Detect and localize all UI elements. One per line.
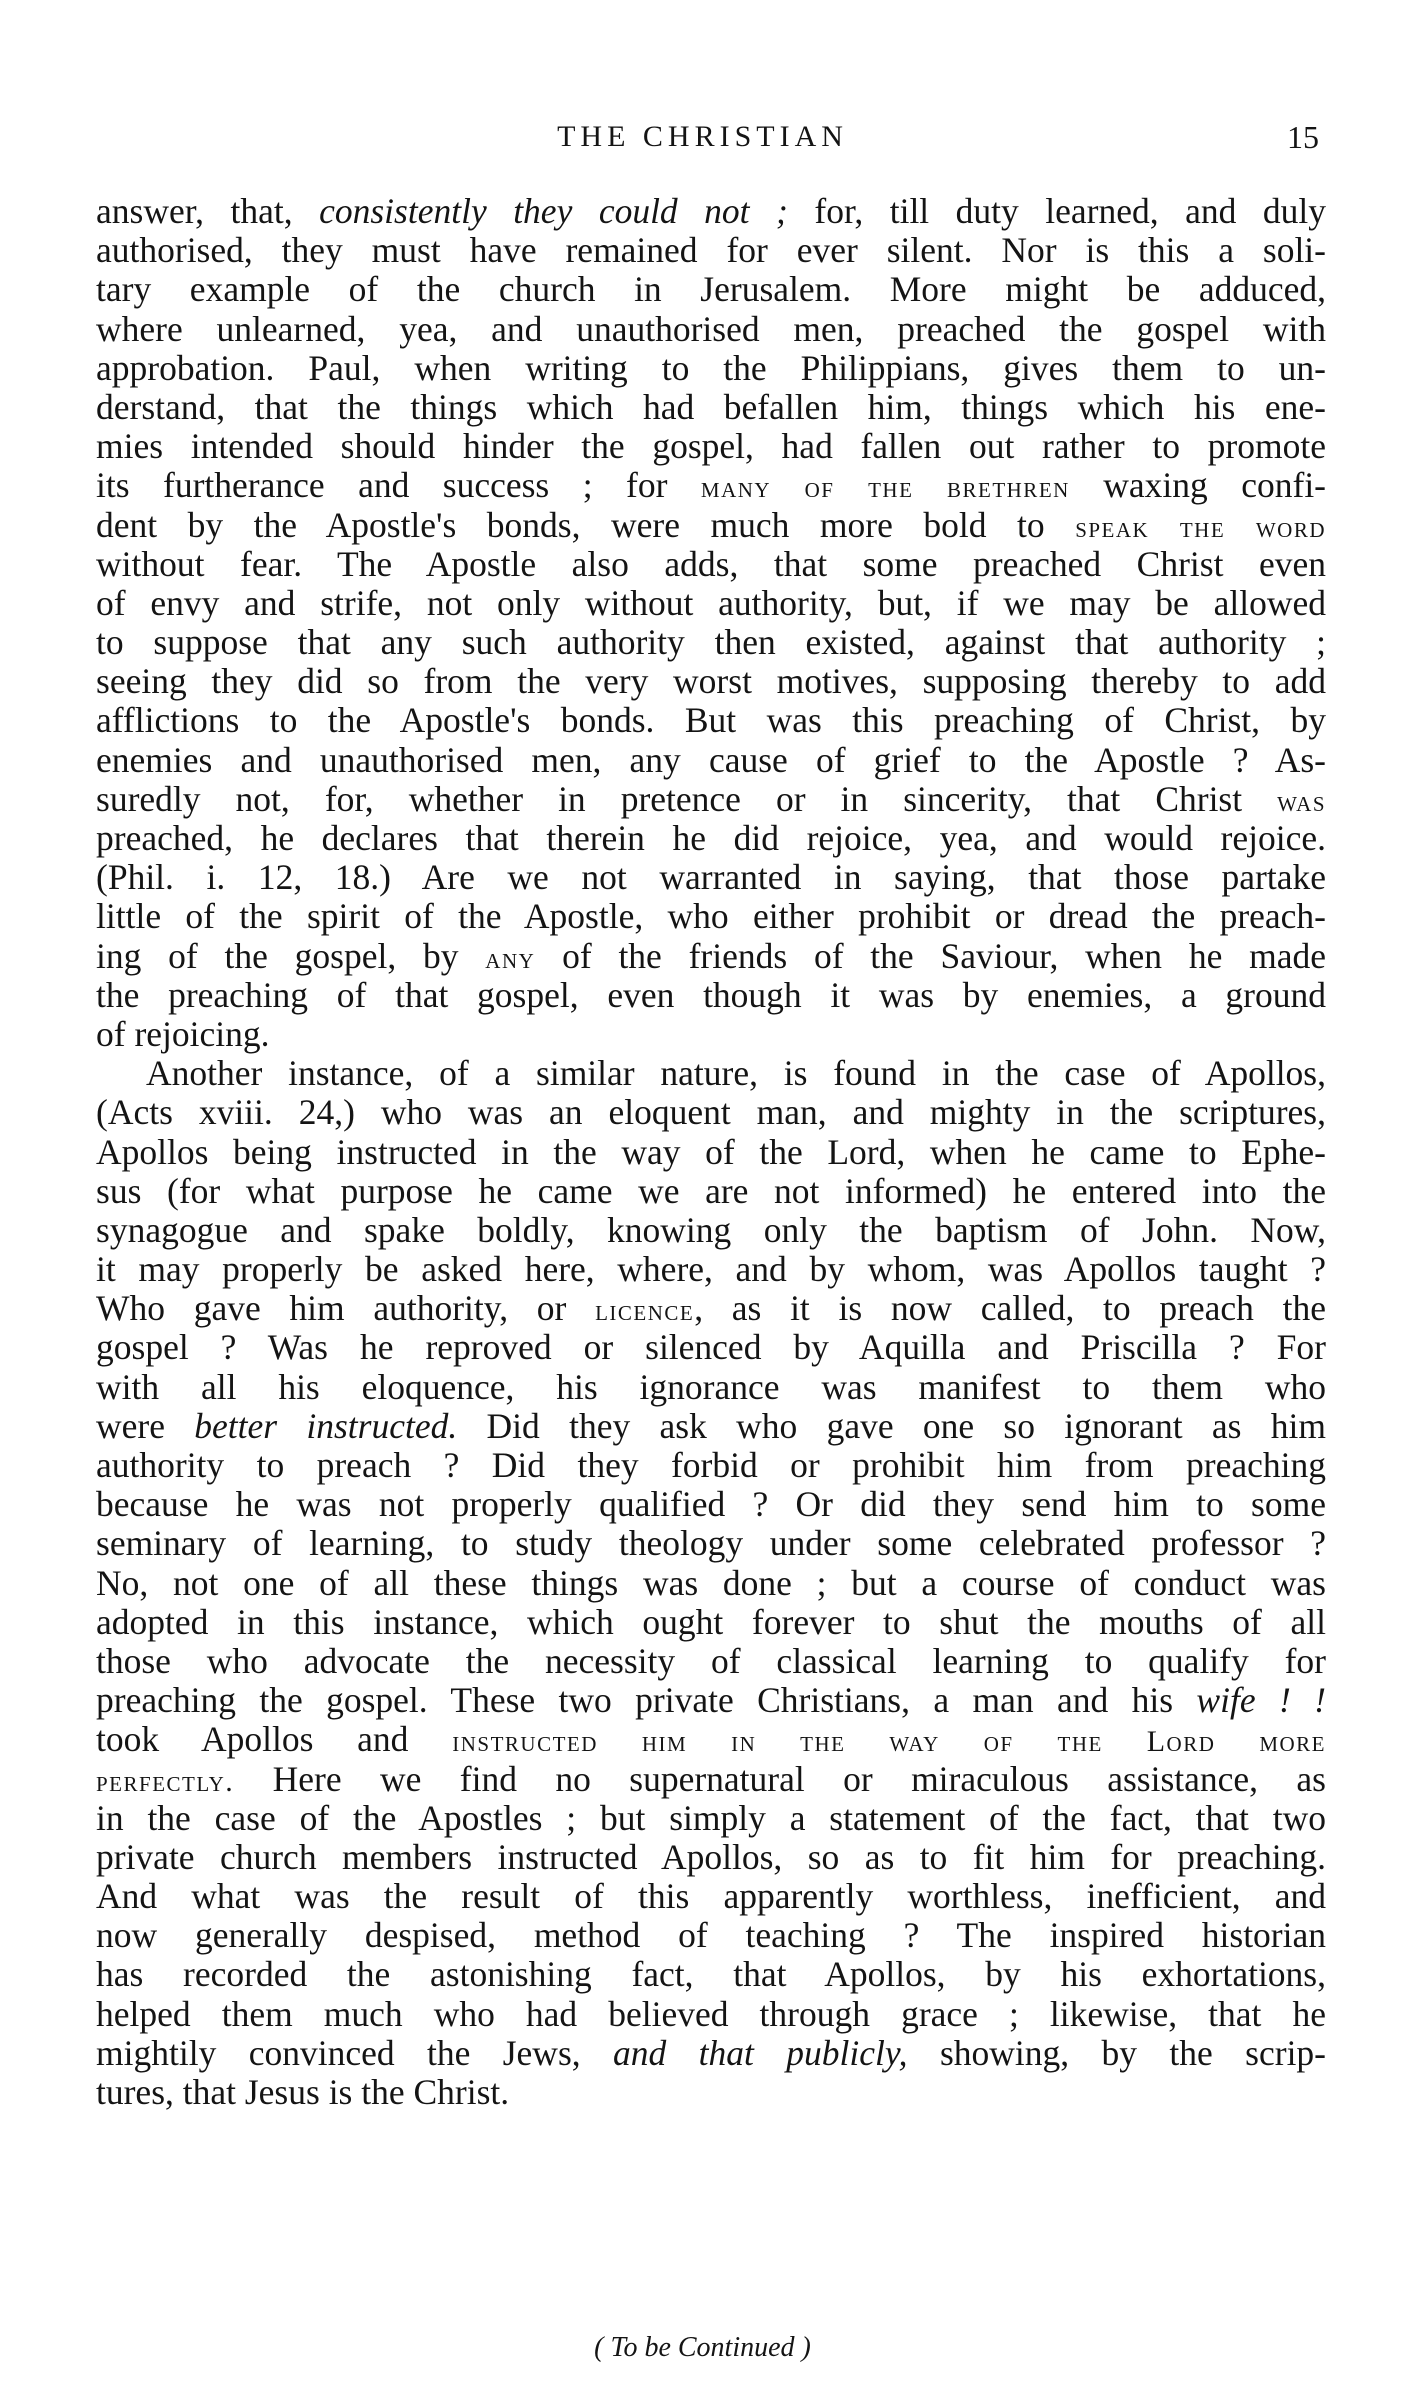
text-segment: mightily convinced the Jews,: [96, 2032, 614, 2073]
text-segment: of rejoicing.: [96, 1013, 270, 1054]
text-segment: showing, by the scrip-: [907, 2032, 1327, 2073]
text-line: [96, 1760, 1326, 1799]
text-segment: suredly not, for, whether in pretence or in sincerity, that Christ: [96, 778, 1278, 819]
text-segment: helped them much who had believed through grace ; likewise, that he: [96, 1993, 1326, 2034]
text-segment: seeing they did so from the very worst motives, supposing thereby to add: [96, 661, 1326, 702]
text-line: [96, 1564, 1326, 1603]
text-segment: afflictions to the Apostle's bonds. But was this preaching of Christ, by: [96, 700, 1326, 741]
italic-text: and that publicly,: [613, 2032, 908, 2073]
running-head: [0, 112, 1405, 162]
text-segment: of envy and strife, not only without authority, but, if we may be allowed: [96, 582, 1326, 623]
text-line: [96, 1133, 1326, 1172]
text-line: [96, 1211, 1326, 1250]
text-line: [96, 310, 1326, 349]
italic-text: better instructed.: [194, 1405, 458, 1446]
text-segment: those who advocate the necessity of classical learning to qualify for: [96, 1640, 1326, 1681]
text-line: [96, 466, 1326, 505]
text-segment: Did they ask who gave one so ignorant as him: [457, 1405, 1326, 1446]
text-segment: it may properly be asked here, where, and by whom, was Apollos taught ?: [96, 1249, 1326, 1290]
text-line: [96, 1799, 1326, 1838]
text-line: [96, 1172, 1326, 1211]
text-segment: answer, that,: [96, 191, 320, 231]
running-title: THE CHRISTIAN: [557, 120, 848, 153]
text-segment: private church members instructed Apollos, so as to fit him for preaching.: [96, 1836, 1326, 1877]
text-line: [96, 1407, 1326, 1446]
text-line: [96, 192, 1326, 231]
small-caps-text: instructed him in the way of the Lord more: [452, 1725, 1326, 1759]
text-segment: now generally despised, method of teaching ? The inspired historian: [96, 1915, 1326, 1956]
text-segment: for, till duty learned, and duly: [787, 191, 1326, 231]
text-line: [96, 427, 1326, 466]
text-segment: ing of the gospel, by: [96, 935, 486, 976]
text-segment: took Apollos and: [96, 1719, 453, 1760]
text-line: [96, 1368, 1326, 1407]
text-segment: preaching the gospel. These two private Christians, a man and his: [96, 1680, 1197, 1721]
text-segment: , as it is now called, to preach the: [694, 1288, 1326, 1329]
text-segment: (Phil. i. 12, 18.) Are we not warranted in saying, that those partake: [96, 857, 1326, 898]
text-segment: seminary of learning, to study theology under some celebrated professor ?: [96, 1523, 1326, 1564]
text-segment: mies intended should hinder the gospel, had fallen out rather to promote: [96, 426, 1326, 467]
text-line: [96, 1838, 1326, 1877]
text-line: [96, 741, 1326, 780]
text-segment: authorised, they must have remained for ever silent. Nor is this a soli-: [96, 230, 1326, 271]
text-segment: adopted in this instance, which ought forever to shut the mouths of all: [96, 1601, 1326, 1642]
text-line: [96, 270, 1326, 309]
text-segment: of the friends of the Saviour, when he made: [535, 935, 1326, 976]
text-line: [96, 1250, 1326, 1289]
text-segment: Another instance, of a similar nature, is found in the case of Apollos,: [146, 1053, 1326, 1094]
text-line: [96, 545, 1326, 584]
text-line: [96, 1446, 1326, 1485]
text-line: [96, 937, 1326, 976]
italic-text: consistently they could not ;: [319, 191, 788, 231]
text-line: [96, 858, 1326, 897]
text-segment: without fear. The Apostle also adds, that some preached Christ even: [96, 543, 1326, 584]
text-line: [96, 1015, 1326, 1054]
small-caps-text: licence: [595, 1294, 695, 1328]
text-segment: Apollos being instructed in the way of the Lord, when he came to Ephe-: [96, 1131, 1326, 1172]
to-be-continued-note: ( To be Continued ): [594, 2332, 811, 2363]
text-line: [96, 1093, 1326, 1132]
text-line: [96, 623, 1326, 662]
small-caps-text: many of the brethren: [700, 471, 1070, 505]
text-line: [96, 1485, 1326, 1524]
text-line: [96, 1916, 1326, 1955]
text-segment: dent by the Apostle's bonds, were much more bold to: [96, 504, 1076, 545]
text-segment: authority to preach ? Did they forbid or prohibit him from preaching: [96, 1445, 1326, 1485]
text-segment: derstand, that the things which had befallen him, things which his ene-: [96, 386, 1326, 427]
text-segment: synagogue and spake boldly, knowing only the baptism of John. Now,: [96, 1209, 1326, 1250]
text-segment: were: [96, 1405, 195, 1446]
text-segment: because he was not properly qualified ? Or did they send him to some: [96, 1484, 1326, 1525]
text-segment: preached, he declares that therein he did rejoice, yea, and would rejoice.: [96, 818, 1326, 858]
text-line: [96, 1720, 1326, 1759]
text-line: [96, 897, 1326, 936]
text-segment: little of the spirit of the Apostle, who either prohibit or dread the preach-: [96, 896, 1326, 937]
text-segment: in the case of the Apostles ; but simply a statement of the fact, that two: [96, 1797, 1326, 1838]
text-line: [96, 701, 1326, 740]
text-line: [96, 662, 1326, 701]
text-line: [96, 388, 1326, 427]
text-segment: approbation. Paul, when writing to the Philippians, gives them to un-: [96, 347, 1326, 388]
text-segment: gospel ? Was he reproved or silenced by Aquilla and Priscilla ? For: [96, 1327, 1326, 1368]
text-line: [96, 1995, 1326, 2034]
text-line: [96, 1955, 1326, 1994]
text-line: [96, 1642, 1326, 1681]
text-line: [96, 1877, 1326, 1916]
small-caps-text: was: [1277, 784, 1326, 818]
text-segment: with all his eloquence, his ignorance was manifest to them who: [96, 1366, 1326, 1407]
body-text: [96, 192, 1326, 2112]
text-segment: waxing confi-: [1069, 465, 1326, 506]
text-line: [96, 1289, 1326, 1328]
text-segment: And what was the result of this apparently worthless, inefficient, and: [96, 1876, 1326, 1917]
text-line: [96, 2073, 1326, 2112]
small-caps-text: any: [485, 941, 536, 975]
text-line: [96, 1603, 1326, 1642]
small-caps-text: speak the word: [1075, 510, 1326, 544]
text-line: [96, 1328, 1326, 1367]
text-segment: where unlearned, yea, and unauthorised men, preached the gospel with: [96, 308, 1326, 349]
text-line: [96, 584, 1326, 623]
text-segment: enemies and unauthorised men, any cause of grief to the Apostle ? As-: [96, 739, 1326, 780]
text-segment: has recorded the astonishing fact, that Apollos, by his exhortations,: [96, 1954, 1326, 1995]
text-line: [96, 231, 1326, 270]
page-number: 15: [1287, 119, 1319, 155]
text-segment: tures, that Jesus is the Christ.: [96, 2072, 510, 2112]
text-segment: its furtherance and success ; for: [96, 465, 701, 506]
text-line: [96, 349, 1326, 388]
text-segment: to suppose that any such authority then existed, against that authority ;: [96, 622, 1326, 663]
text-line: [96, 1681, 1326, 1720]
text-segment: Here we find no supernatural or miraculous assistance, as: [234, 1758, 1326, 1799]
text-segment: sus (for what purpose he came we are not informed) he entered into the: [96, 1170, 1326, 1211]
text-segment: tary example of the church in Jerusalem. More might be adduced,: [96, 269, 1326, 310]
text-line: [96, 819, 1326, 858]
small-caps-text: perfectly.: [96, 1764, 235, 1798]
text-segment: (Acts xviii. 24,) who was an eloquent man, and mighty in the scriptures,: [96, 1092, 1326, 1133]
text-line: [96, 1054, 1326, 1093]
text-line: [96, 506, 1326, 545]
text-line: [96, 780, 1326, 819]
italic-text: wife ! !: [1196, 1680, 1326, 1721]
text-line: [96, 2034, 1326, 2073]
text-line: [96, 976, 1326, 1015]
text-segment: Who gave him authority, or: [96, 1288, 596, 1329]
text-line: [96, 1524, 1326, 1563]
text-segment: the preaching of that gospel, even though it was by enemies, a ground: [96, 974, 1326, 1015]
text-segment: No, not one of all these things was done ; but a course of conduct was: [96, 1562, 1326, 1603]
